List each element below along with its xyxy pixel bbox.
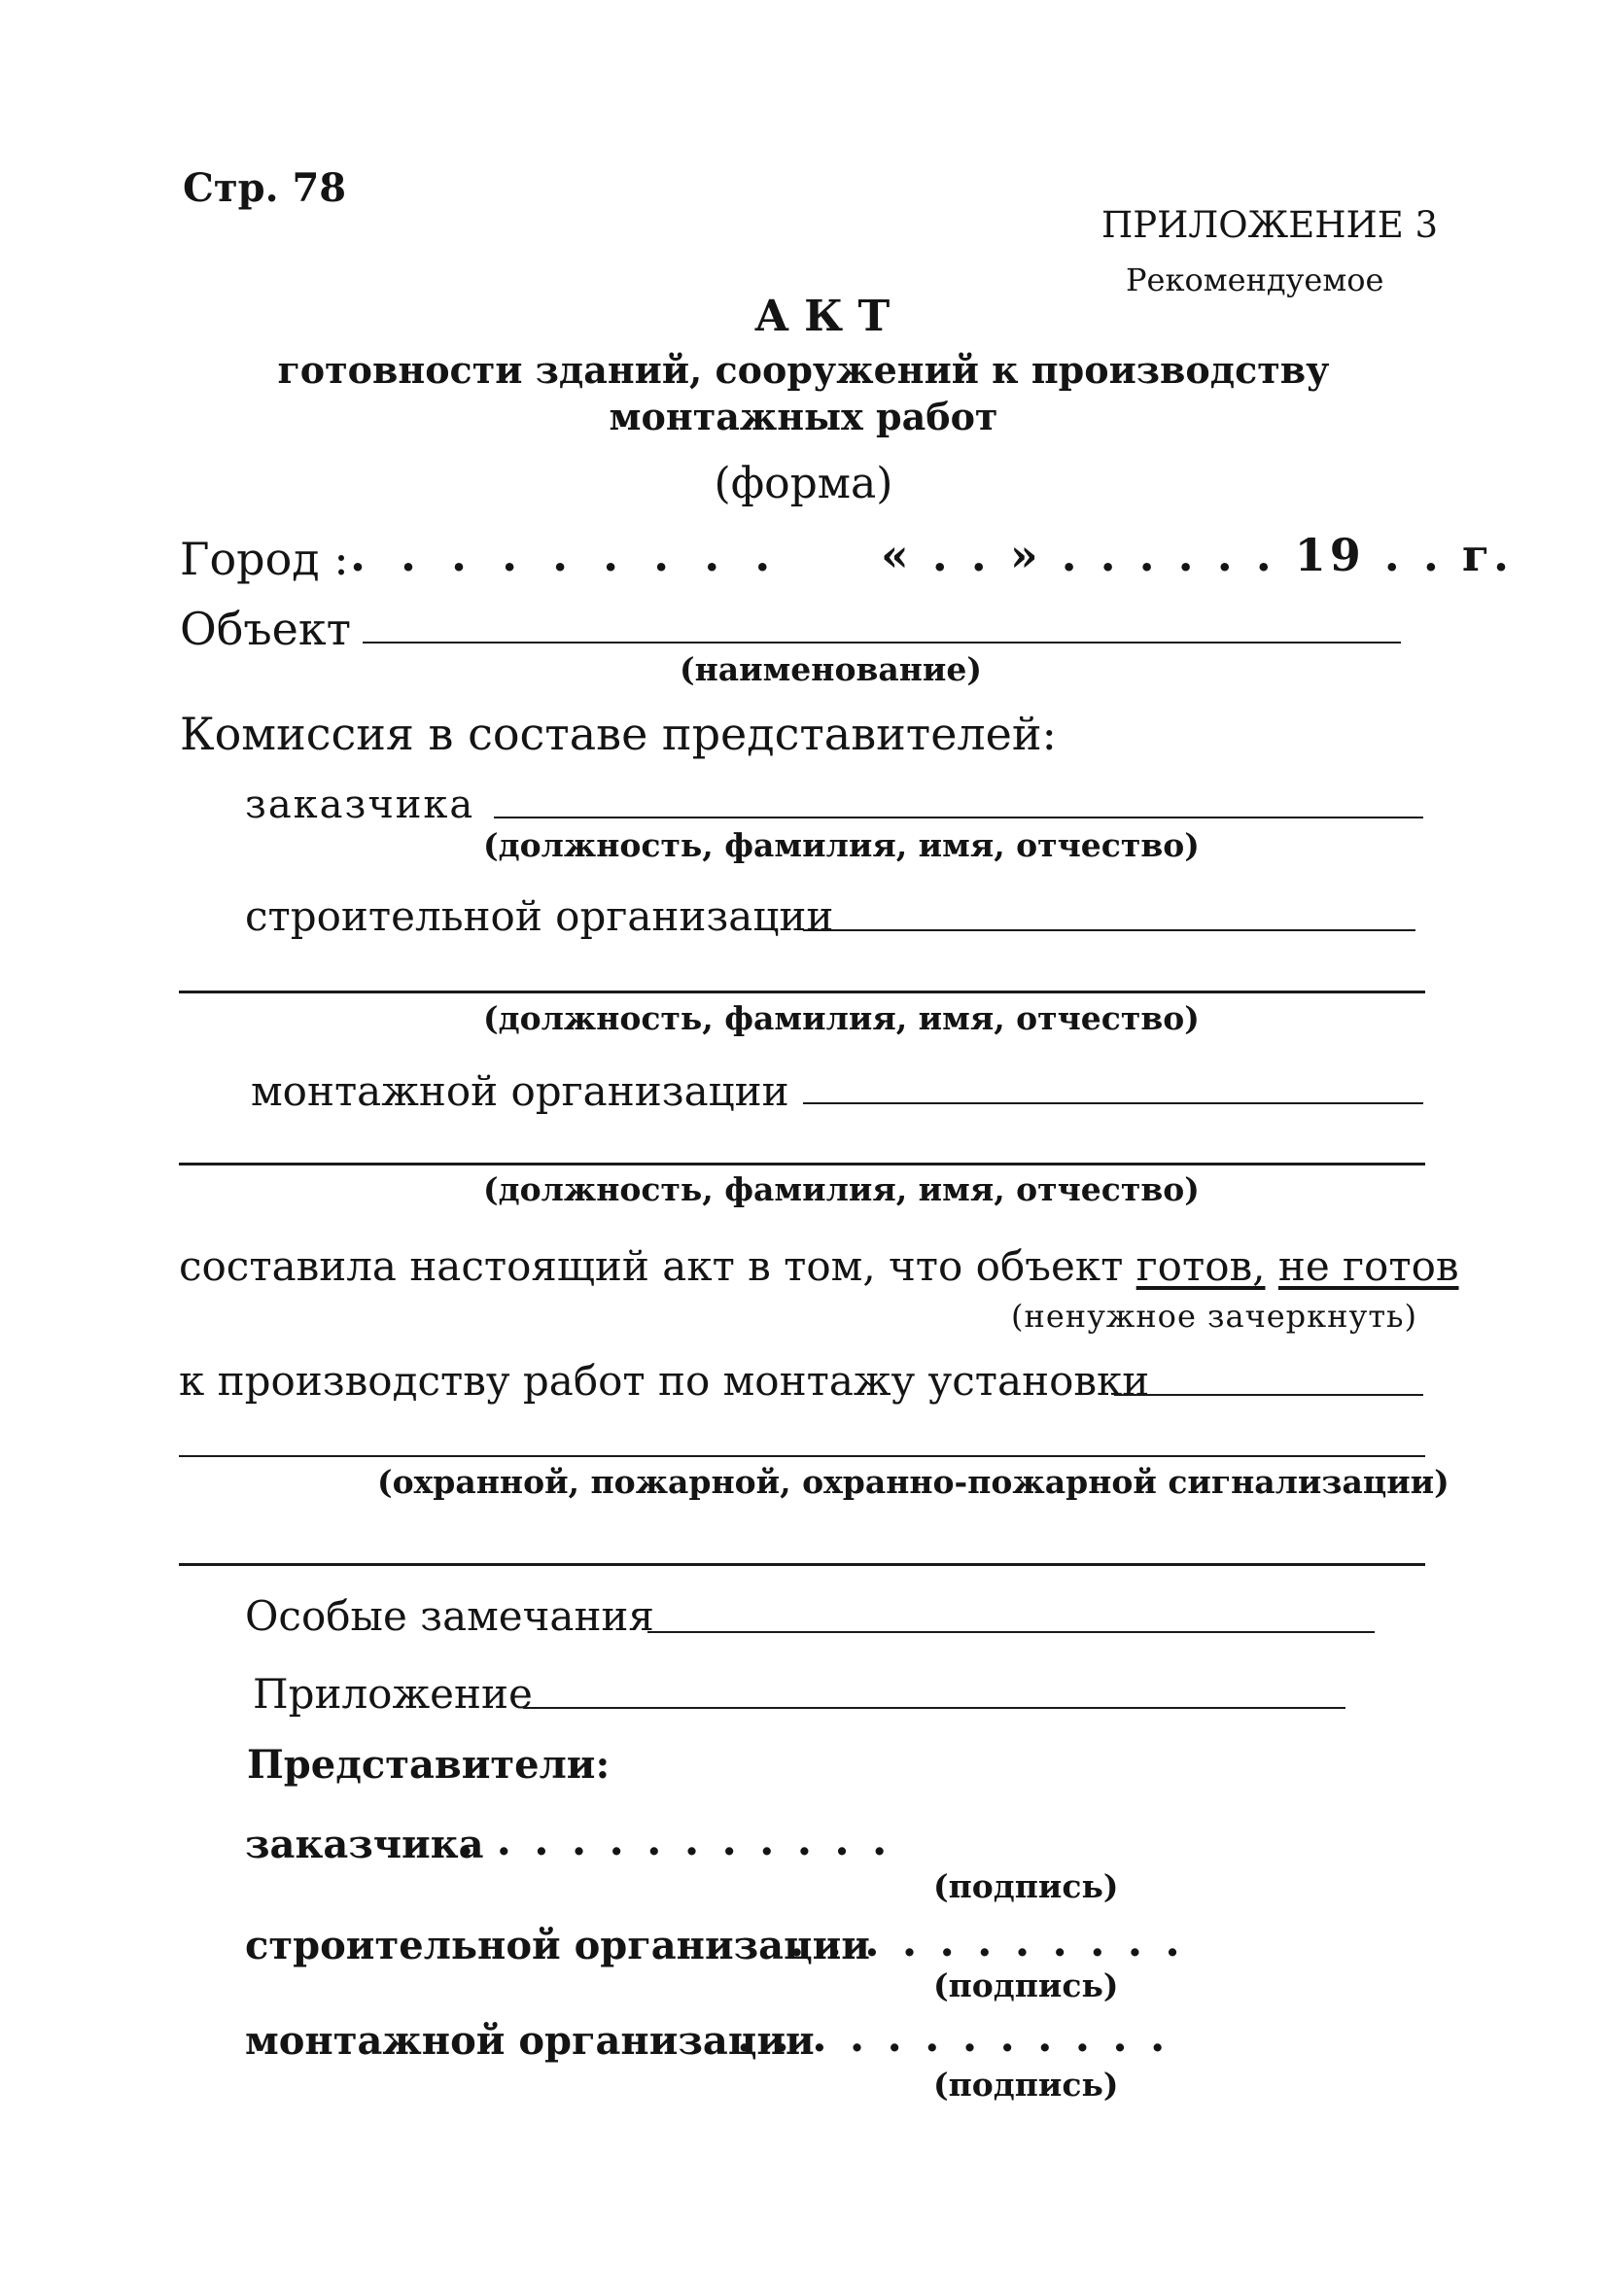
rep-construction-dots: . . . . . . . . . . .: [789, 1917, 1184, 1966]
appendix-label: ПРИЛОЖЕНИЕ 3: [1101, 204, 1439, 246]
statement-line1: [179, 1242, 1459, 1290]
act-subtitle-line1: готовности зданий, сооружений к производству: [277, 348, 1330, 392]
installation-label: монтажной организации: [251, 1067, 789, 1115]
system-caption: (охранной, пожарной, охранно-пожарной сигнализации): [377, 1463, 1450, 1501]
representatives-heading: Представители:: [247, 1742, 611, 1788]
act-title: А К Т: [754, 292, 891, 341]
attachment-label: Приложение: [253, 1670, 533, 1718]
rep-installation-label: монтажной организации: [245, 2018, 815, 2064]
object-label: Объект: [180, 603, 352, 655]
act-subtitle-line2: монтажных работ: [609, 395, 998, 438]
statement-line2: к производству работ по монтажу установки: [179, 1357, 1150, 1405]
installation-line-2: [179, 1163, 1425, 1165]
customer-label: заказчика: [245, 783, 475, 827]
attachment-line: [523, 1707, 1345, 1709]
rep-construction-signature: (подпись): [933, 1966, 1119, 2004]
rep-installation-dots: . . . . . . . . . . . .: [737, 2012, 1170, 2062]
construction-line-2: [179, 991, 1425, 993]
form-label: (форма): [714, 459, 893, 508]
object-caption: (наименование): [680, 650, 983, 688]
system-line-3: [179, 1563, 1425, 1566]
rep-customer-label: заказчика: [245, 1822, 484, 1867]
object-line: [363, 642, 1401, 644]
rep-construction-label: строительной организации: [245, 1923, 870, 1968]
special-remarks-label: Особые замечания: [245, 1592, 654, 1640]
construction-line-1: [803, 929, 1415, 931]
rep-customer-signature: (подпись): [933, 1867, 1119, 1905]
rep-installation-signature: (подпись): [933, 2066, 1119, 2104]
strike-note: (ненужное зачеркнуть): [1011, 1298, 1417, 1335]
customer-caption: (должность, фамилия, имя, отчество): [483, 826, 1200, 864]
construction-caption: (должность, фамилия, имя, отчество): [483, 999, 1200, 1037]
not-ready-option: не готов: [1277, 1242, 1459, 1290]
system-line-2: [179, 1455, 1425, 1457]
system-line-1: [1114, 1394, 1423, 1396]
city-dots: . . . . . . . . .: [350, 529, 781, 581]
ready-option: готов,: [1135, 1242, 1266, 1290]
date-field: « . . » . . . . . . 19 . . г.: [881, 529, 1514, 581]
page-number: Стр. 78: [183, 165, 347, 211]
installation-line-1: [803, 1102, 1423, 1104]
city-label: Город :: [180, 533, 349, 585]
recommended-label: Рекомендуемое: [1126, 261, 1384, 298]
commission-intro: Комиссия в составе представителей:: [180, 708, 1058, 760]
installation-caption: (должность, фамилия, имя, отчество): [483, 1170, 1200, 1208]
statement-prefix: составила настоящий акт в том, что объект: [179, 1242, 1124, 1290]
customer-line: [494, 817, 1423, 818]
rep-customer-dots: . . . . . . . . . . . .: [459, 1816, 891, 1865]
special-remarks-line: [647, 1631, 1375, 1633]
construction-label: строительной организации: [245, 892, 834, 940]
